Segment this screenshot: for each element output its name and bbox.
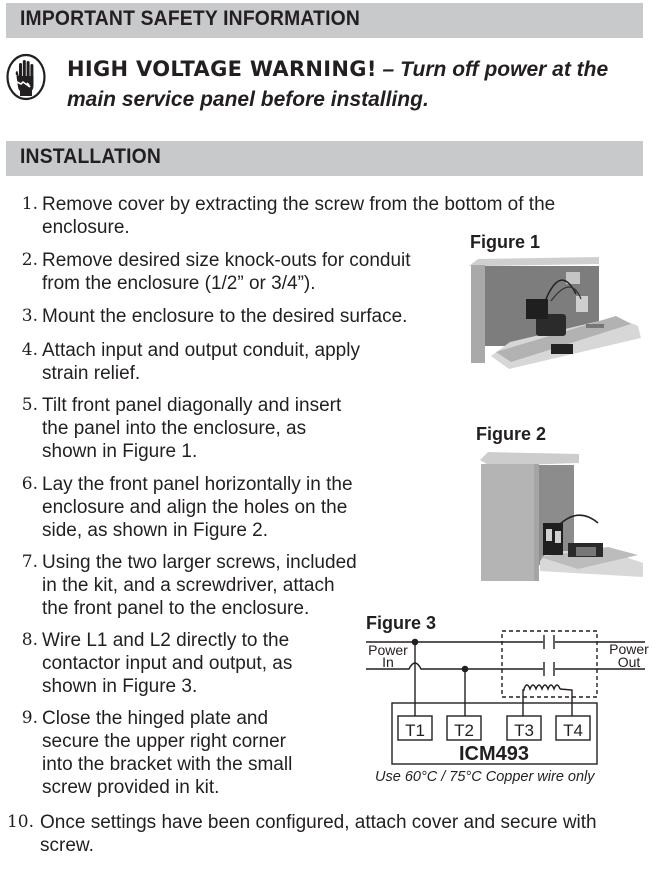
step-text-line: secure the upper right corner	[42, 731, 286, 752]
power-in-label-line1: Power	[368, 642, 408, 658]
figure-2-photo	[478, 451, 643, 586]
power-out-label-line1: Power	[609, 641, 649, 657]
step-text	[42, 339, 360, 385]
step-number: 7.	[21, 552, 38, 572]
step-text-line: contactor input and output, as	[42, 653, 293, 674]
step-text-line: the panel into the enclosure, as	[42, 418, 307, 439]
step-text-line: screw.	[40, 835, 94, 856]
step-text-line: Remove desired size knock-outs for conduit	[42, 250, 411, 271]
terminal-t2-label: T2	[454, 721, 474, 740]
warning-text	[67, 54, 667, 114]
junction-dot-l2	[462, 666, 469, 673]
figure-3-caption: Use 60°C / 75°C Copper wire only	[375, 769, 595, 785]
step-text-line: into the bracket with the small	[42, 754, 293, 775]
step-text-line: enclosure and align the holes on the	[42, 497, 348, 518]
coil	[524, 685, 560, 689]
step-number: 3.	[21, 306, 38, 326]
power-in-label-line2: In	[382, 654, 394, 670]
figure-3-wiring-diagram	[360, 625, 670, 775]
figure-3-label: Figure 3	[366, 613, 437, 633]
safety-section-header	[6, 3, 643, 38]
step-number: 10.	[6, 812, 34, 832]
step-number: 1.	[21, 194, 38, 214]
step-text-line: shown in Figure 3.	[42, 676, 198, 697]
step-text-line: Remove cover by extracting the screw from the bottom of the	[42, 194, 556, 215]
step-text-line: enclosure.	[42, 217, 130, 238]
step-number: 4.	[21, 340, 38, 360]
step-text	[42, 305, 407, 328]
installation-section-title: INSTALLATION	[20, 145, 162, 168]
installation-section-header	[6, 141, 643, 176]
step-text	[42, 551, 357, 620]
step-text-line: Close the hinged plate and	[42, 708, 269, 729]
warning-heading: HIGH VOLTAGE WARNING!	[67, 57, 377, 81]
junction-dot-l1	[412, 639, 419, 646]
step-text-line: Once settings have been configured, attach cover and secure with	[40, 812, 597, 833]
warning-message-line2: main service panel before installing.	[67, 88, 429, 111]
step-text	[42, 473, 353, 542]
step-text-line: Mount the enclosure to the desired surface.	[42, 306, 408, 327]
step-text-line: strain relief.	[42, 363, 141, 384]
device-model-label: ICM493	[458, 743, 530, 765]
step-number: 9.	[21, 708, 38, 728]
step-text	[42, 707, 292, 799]
step-text-line: Using the two larger screws, included	[42, 552, 357, 573]
terminal-t4-label: T4	[563, 721, 583, 740]
step-text-line: the front panel to the enclosure.	[42, 598, 310, 619]
hand-shock-icon	[6, 53, 46, 101]
power-out-label-line2: Out	[617, 654, 641, 670]
step-text	[42, 629, 292, 698]
step-text-line: side, as shown in Figure 2.	[42, 520, 269, 541]
warning-dash: –	[376, 58, 401, 81]
step-number: 6.	[21, 474, 38, 494]
step-text-line: Lay the front panel horizontally in the	[42, 474, 353, 495]
step-text	[42, 394, 341, 463]
step-text	[40, 811, 597, 857]
step-text-line: Attach input and output conduit, apply	[42, 340, 360, 361]
step-text-line: Tilt front panel diagonally and insert	[42, 395, 342, 416]
step-number: 2.	[21, 250, 38, 270]
step-text-line: from the enclosure (1/2” or 3/4”).	[42, 273, 316, 294]
figure-1-photo	[466, 254, 646, 374]
step-number: 8.	[21, 630, 38, 650]
step-number: 5.	[21, 395, 38, 415]
figure-2-label: Figure 2	[476, 424, 547, 444]
step-text-line: screw provided in kit.	[42, 777, 220, 798]
step-text-line: Wire L1 and L2 directly to the	[42, 630, 290, 651]
warning-message-line1: Turn off power at the	[400, 58, 609, 81]
safety-section-title: IMPORTANT SAFETY INFORMATION	[20, 7, 361, 30]
step-text-line: shown in Figure 1.	[42, 441, 198, 462]
terminal-t1-label: T1	[405, 721, 425, 740]
terminal-t3-label: T3	[514, 721, 534, 740]
step-text	[42, 249, 411, 295]
figure-1-label: Figure 1	[470, 232, 541, 252]
step-text-line: in the kit, and a screwdriver, attach	[42, 575, 335, 596]
